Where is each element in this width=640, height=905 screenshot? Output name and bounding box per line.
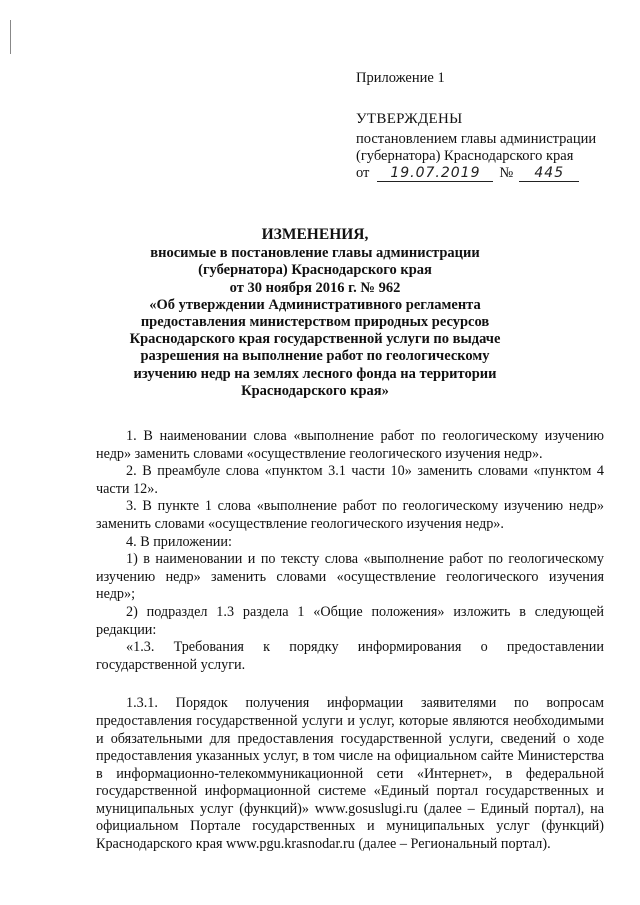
approval-line-1: постановлением главы администрации: [356, 131, 597, 147]
title-main: ИЗМЕНЕНИЯ,: [261, 226, 369, 243]
title-line: Краснодарского края государственной услуги по выдаче: [129, 331, 501, 348]
title-line: изучению недр на землях лесного фонда на территории: [133, 365, 497, 382]
approval-line-2: (губернатора) Краснодарского края: [356, 148, 574, 164]
handwritten-number: 445: [519, 166, 579, 182]
margin-mark: [10, 20, 11, 54]
title-line: «Об утверждении Административного регламента: [149, 296, 481, 313]
title-line: предоставления министерством природных ресурсов: [140, 314, 490, 331]
approval-stamp-block: [356, 70, 616, 182]
annex-label: Приложение 1: [356, 70, 445, 86]
paragraph-1-3-1: 1.3.1. Порядок получения информации заявителями по вопросам предоставления государственной услуги и услуг, которые являются необходимыми и обязательными для предоставления государственной услуги, сведений о ходе предоставления указанных услуг, в том числе на официальном сайте Министерства в информационно-телекоммуникационной сети «Интернет», в федеральной государственной информационной системе «Единый портал государственных и муниципальных услуг (функций)» www.gosuslugi.ru (далее – Единый портал), на официальном Портале государственных и муниципальных услуг (функций) Краснодарского края www.pgu.krasnodar.ru (далее – Региональный портал).: [96, 695, 604, 853]
handwritten-date: 19.07.2019: [377, 166, 493, 182]
title-line: (губернатора) Краснодарского края: [198, 262, 432, 279]
paragraph-2: 2. В преамбуле слова «пунктом 3.1 части 10» заменить словами «пунктом 4 части 12».: [96, 463, 604, 497]
paragraph-4-2: 2) подраздел 1.3 раздела 1 «Общие положения» изложить в следующей редакции:: [96, 603, 604, 638]
paragraph-3: 3. В пункте 1 слова «выполнение работ по геологическому изучению недр» заменить словами «осуществление геологического изучения недр».: [96, 498, 604, 532]
paragraph-1: 1. В наименовании слова «выполнение работ по геологическому изучению недр» заменить словами «осуществление геологического изучения недр».: [96, 428, 604, 462]
paragraph-1-3: «1.3. Требования к порядку информирования о предоставлении государственной услуги.: [96, 639, 604, 673]
approved-heading: УТВЕРЖДЕНЫ: [356, 111, 463, 127]
title-line: Краснодарского края»: [241, 382, 389, 399]
number-prefix: №: [499, 165, 514, 181]
approval-date-row: [356, 165, 616, 182]
title-line: вносимые в постановление главы администрации: [150, 245, 480, 262]
title-line: от 30 ноября 2016 г. № 962: [229, 279, 401, 296]
date-prefix: от: [356, 165, 370, 181]
title-line: разрешения на выполнение работ по геологическому: [140, 348, 490, 365]
document-body: [96, 428, 604, 854]
paragraph-4: 4. В приложении:: [126, 533, 232, 550]
paragraph-4-1: 1) в наименовании и по тексту слова «выполнение работ по геологическому изучению недр» заменить словами «осуществление геологического изучения недр»;: [96, 551, 604, 603]
document-title: [90, 226, 540, 400]
